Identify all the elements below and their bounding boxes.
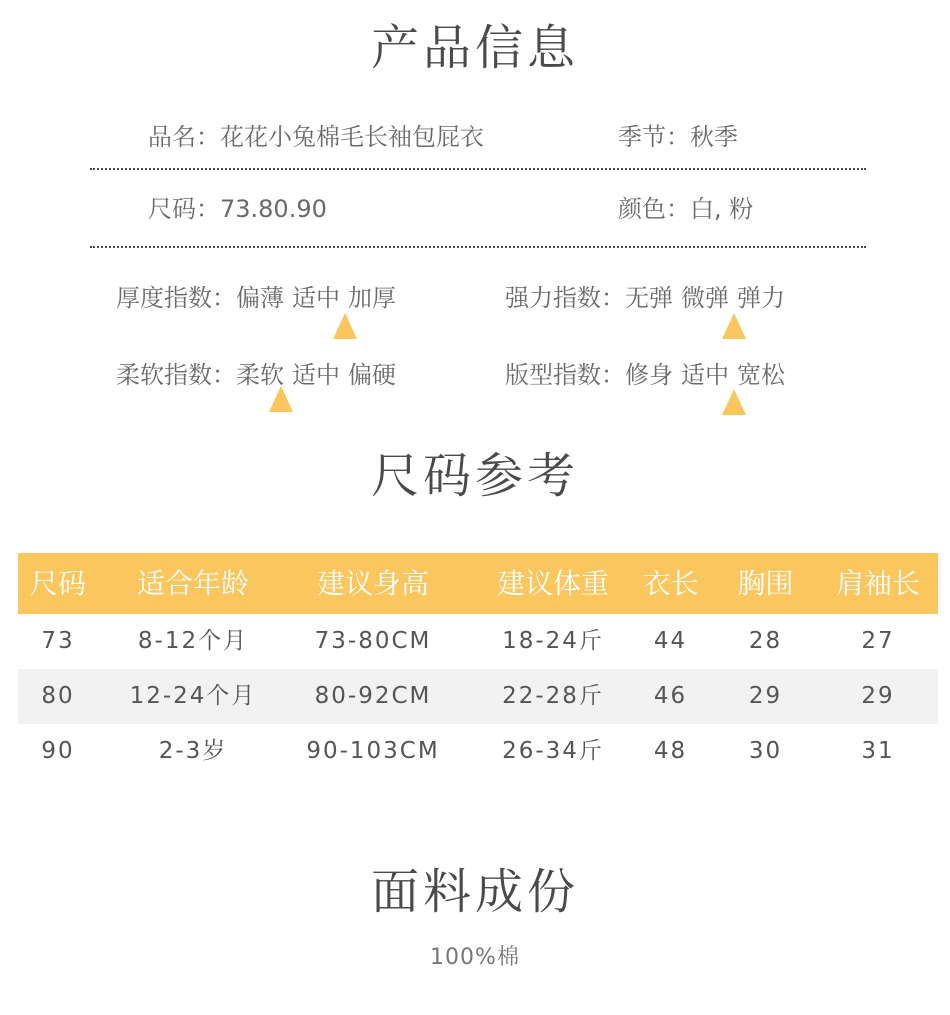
table-cell: 22-28斤 (502, 683, 604, 709)
elasticity-indicator-arrow-icon (722, 313, 746, 339)
table-cell: 44 (653, 628, 688, 654)
table-cell: 29 (861, 683, 895, 709)
table-cell: 30 (748, 738, 783, 764)
table-cell: 80 (41, 683, 75, 709)
header-cell: 建议体重 (496, 567, 609, 600)
header-cell: 衣长 (642, 567, 699, 600)
index-label: 厚度指数： (116, 284, 236, 312)
header-cell: 建议身高 (316, 567, 429, 600)
index-option-selected: 适中 (681, 361, 729, 389)
header-cell: 肩袖长 (835, 567, 920, 600)
fabric-title: 面料成份 (370, 864, 579, 920)
size-chart-title: 尺码参考 (370, 448, 579, 504)
table-cell: 31 (861, 738, 895, 764)
softness-indicator-arrow-icon (269, 386, 293, 412)
thickness-index (116, 283, 404, 313)
product-size: 尺码：73.80.90 (148, 195, 327, 223)
product-color: 颜色：白, 粉 (618, 195, 754, 223)
index-option: 偏薄 (236, 284, 284, 312)
softness-index (116, 360, 404, 390)
fit-indicator-arrow-icon (722, 389, 746, 415)
header-cell: 胸围 (737, 567, 794, 600)
table-row (18, 724, 938, 779)
index-option-selected: 适中 (292, 284, 340, 312)
divider (90, 246, 866, 248)
product-name: 品名：花花小兔棉毛长袖包屁衣 (148, 123, 484, 151)
table-cell: 12-24个月 (129, 683, 257, 709)
elasticity-index (505, 283, 793, 313)
table-cell: 90-103CM (306, 738, 440, 764)
table-cell: 28 (748, 628, 783, 654)
index-label: 柔软指数： (116, 361, 236, 389)
index-option: 无弹 (625, 284, 673, 312)
table-cell: 73 (41, 628, 75, 654)
table-cell: 90 (41, 738, 75, 764)
index-option-selected: 柔软 (236, 361, 284, 389)
table-cell: 48 (653, 738, 688, 764)
fabric-composition: 100%棉 (430, 945, 520, 970)
size-chart-table (18, 553, 938, 779)
index-option: 适中 (292, 361, 340, 389)
index-label: 强力指数： (505, 284, 625, 312)
index-option: 加厚 (348, 284, 396, 312)
table-cell: 18-24斤 (502, 628, 604, 654)
product-season: 季节：秋季 (618, 123, 738, 151)
table-cell: 2-3岁 (158, 738, 228, 764)
index-option: 弹力 (737, 284, 785, 312)
index-option: 宽松 (737, 361, 785, 389)
header-cell: 适合年龄 (136, 567, 249, 600)
table-cell: 73-80CM (314, 628, 432, 654)
index-option: 偏硬 (348, 361, 396, 389)
table-cell: 27 (861, 628, 895, 654)
header-cell: 尺码 (29, 567, 86, 600)
index-option: 修身 (625, 361, 673, 389)
table-header (18, 553, 938, 614)
table-row (18, 669, 938, 724)
table-cell: 80-92CM (314, 683, 432, 709)
table-cell: 26-34斤 (502, 738, 604, 764)
table-cell: 46 (653, 683, 688, 709)
divider (90, 168, 866, 170)
thickness-indicator-arrow-icon (333, 313, 357, 339)
fit-index (505, 360, 793, 390)
product-info-title: 产品信息 (370, 20, 579, 76)
index-label: 版型指数： (505, 361, 625, 389)
table-cell: 29 (748, 683, 783, 709)
index-option-selected: 微弹 (681, 284, 729, 312)
table-row (18, 614, 938, 669)
table-cell: 8-12个月 (137, 628, 249, 654)
